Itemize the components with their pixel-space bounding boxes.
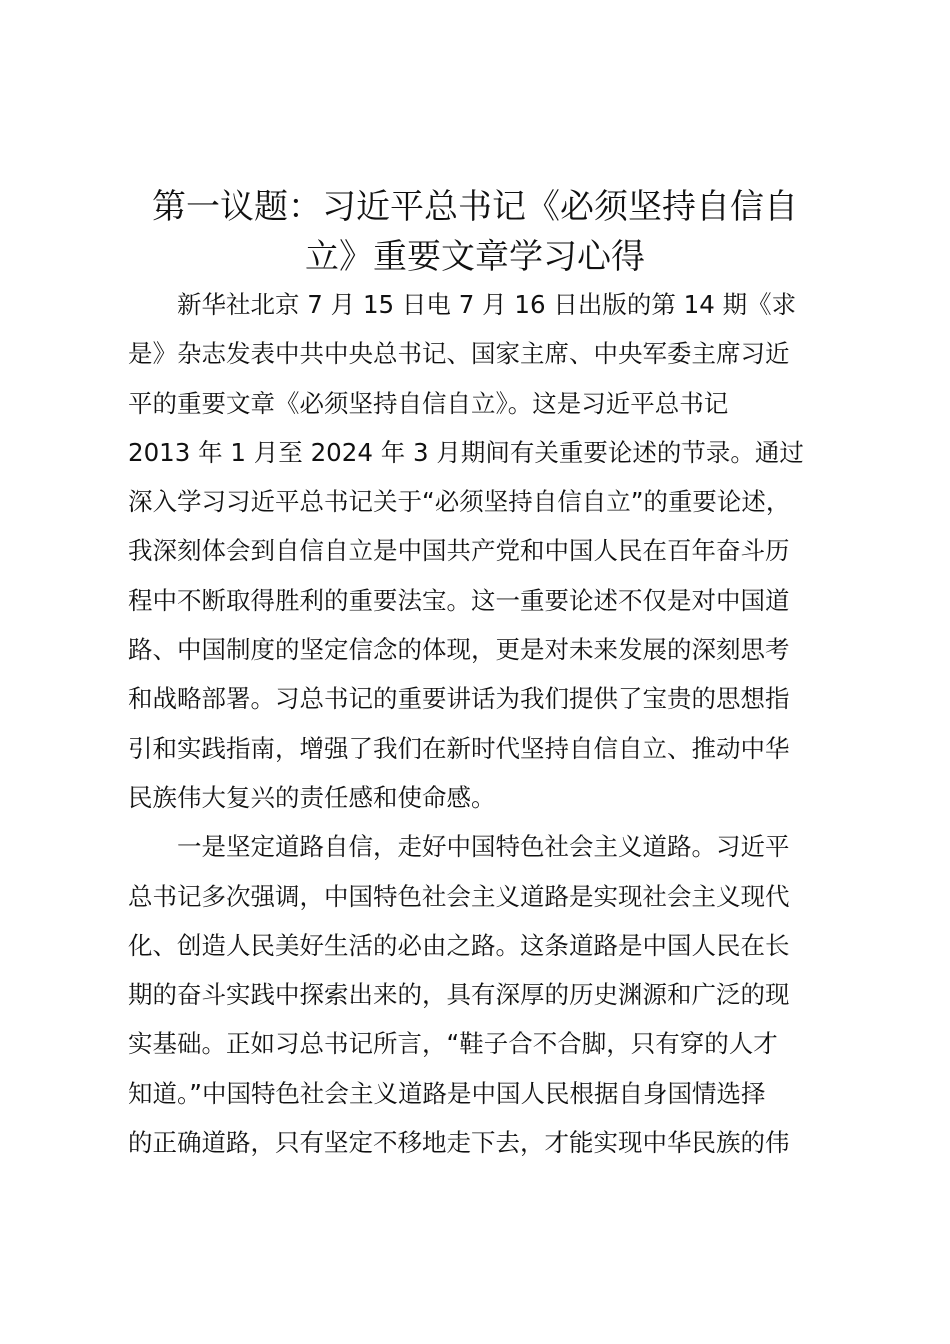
body-line: 引和实践指南，增强了我们在新时代坚持自信自立、推动中华 <box>128 733 790 763</box>
body-line: 2013 年 1 月至 2024 年 3 月期间有关重要论述的节录。通过 <box>128 437 804 467</box>
document-title <box>120 182 830 282</box>
body-line: 平的重要文章《必须坚持自信自立》。这是习近平总书记 <box>128 388 729 418</box>
document-body <box>128 280 850 1167</box>
body-line: 是》杂志发表中共中央总书记、国家主席、中央军委主席习近 <box>128 339 790 369</box>
title-line-2: 立》重要文章学习心得 <box>305 237 645 277</box>
body-line: 期的奋斗实践中探索出来的，具有深厚的历史渊源和广泛的现 <box>128 980 790 1010</box>
body-line: 实基础。正如习总书记所言，“鞋子合不合脚，只有穿的人才 <box>128 1029 778 1059</box>
body-line: 知道。”中国特色社会主义道路是中国人民根据自身国情选择 <box>128 1078 766 1108</box>
body-line: 新华社北京 7 月 15 日电 7 月 16 日出版的第 14 期《求 <box>128 290 797 319</box>
body-line: 程中不断取得胜利的重要法宝。这一重要论述不仅是对中国道 <box>128 585 790 615</box>
body-line: 化、创造人民美好生活的必由之路。这条道路是中国人民在长 <box>128 930 790 960</box>
body-line: 路、中国制度的坚定信念的体现，更是对未来发展的深刻思考 <box>128 635 790 665</box>
body-line: 一是坚定道路自信，走好中国特色社会主义道路。习近平 <box>128 832 790 862</box>
title-line-1: 第一议题：习近平总书记《必须坚持自信自 <box>152 187 798 227</box>
body-line: 的正确道路，只有坚定不移地走下去，才能实现中华民族的伟 <box>128 1128 790 1158</box>
body-line: 深入学习习近平总书记关于“必须坚持自信自立”的重要论述， <box>128 487 791 517</box>
body-line: 民族伟大复兴的责任感和使命感。 <box>128 782 496 812</box>
body-line: 和战略部署。习总书记的重要讲话为我们提供了宝贵的思想指 <box>128 684 790 714</box>
body-line: 总书记多次强调，中国特色社会主义道路是实现社会主义现代 <box>128 881 790 911</box>
body-line: 我深刻体会到自信自立是中国共产党和中国人民在百年奋斗历 <box>128 536 790 566</box>
